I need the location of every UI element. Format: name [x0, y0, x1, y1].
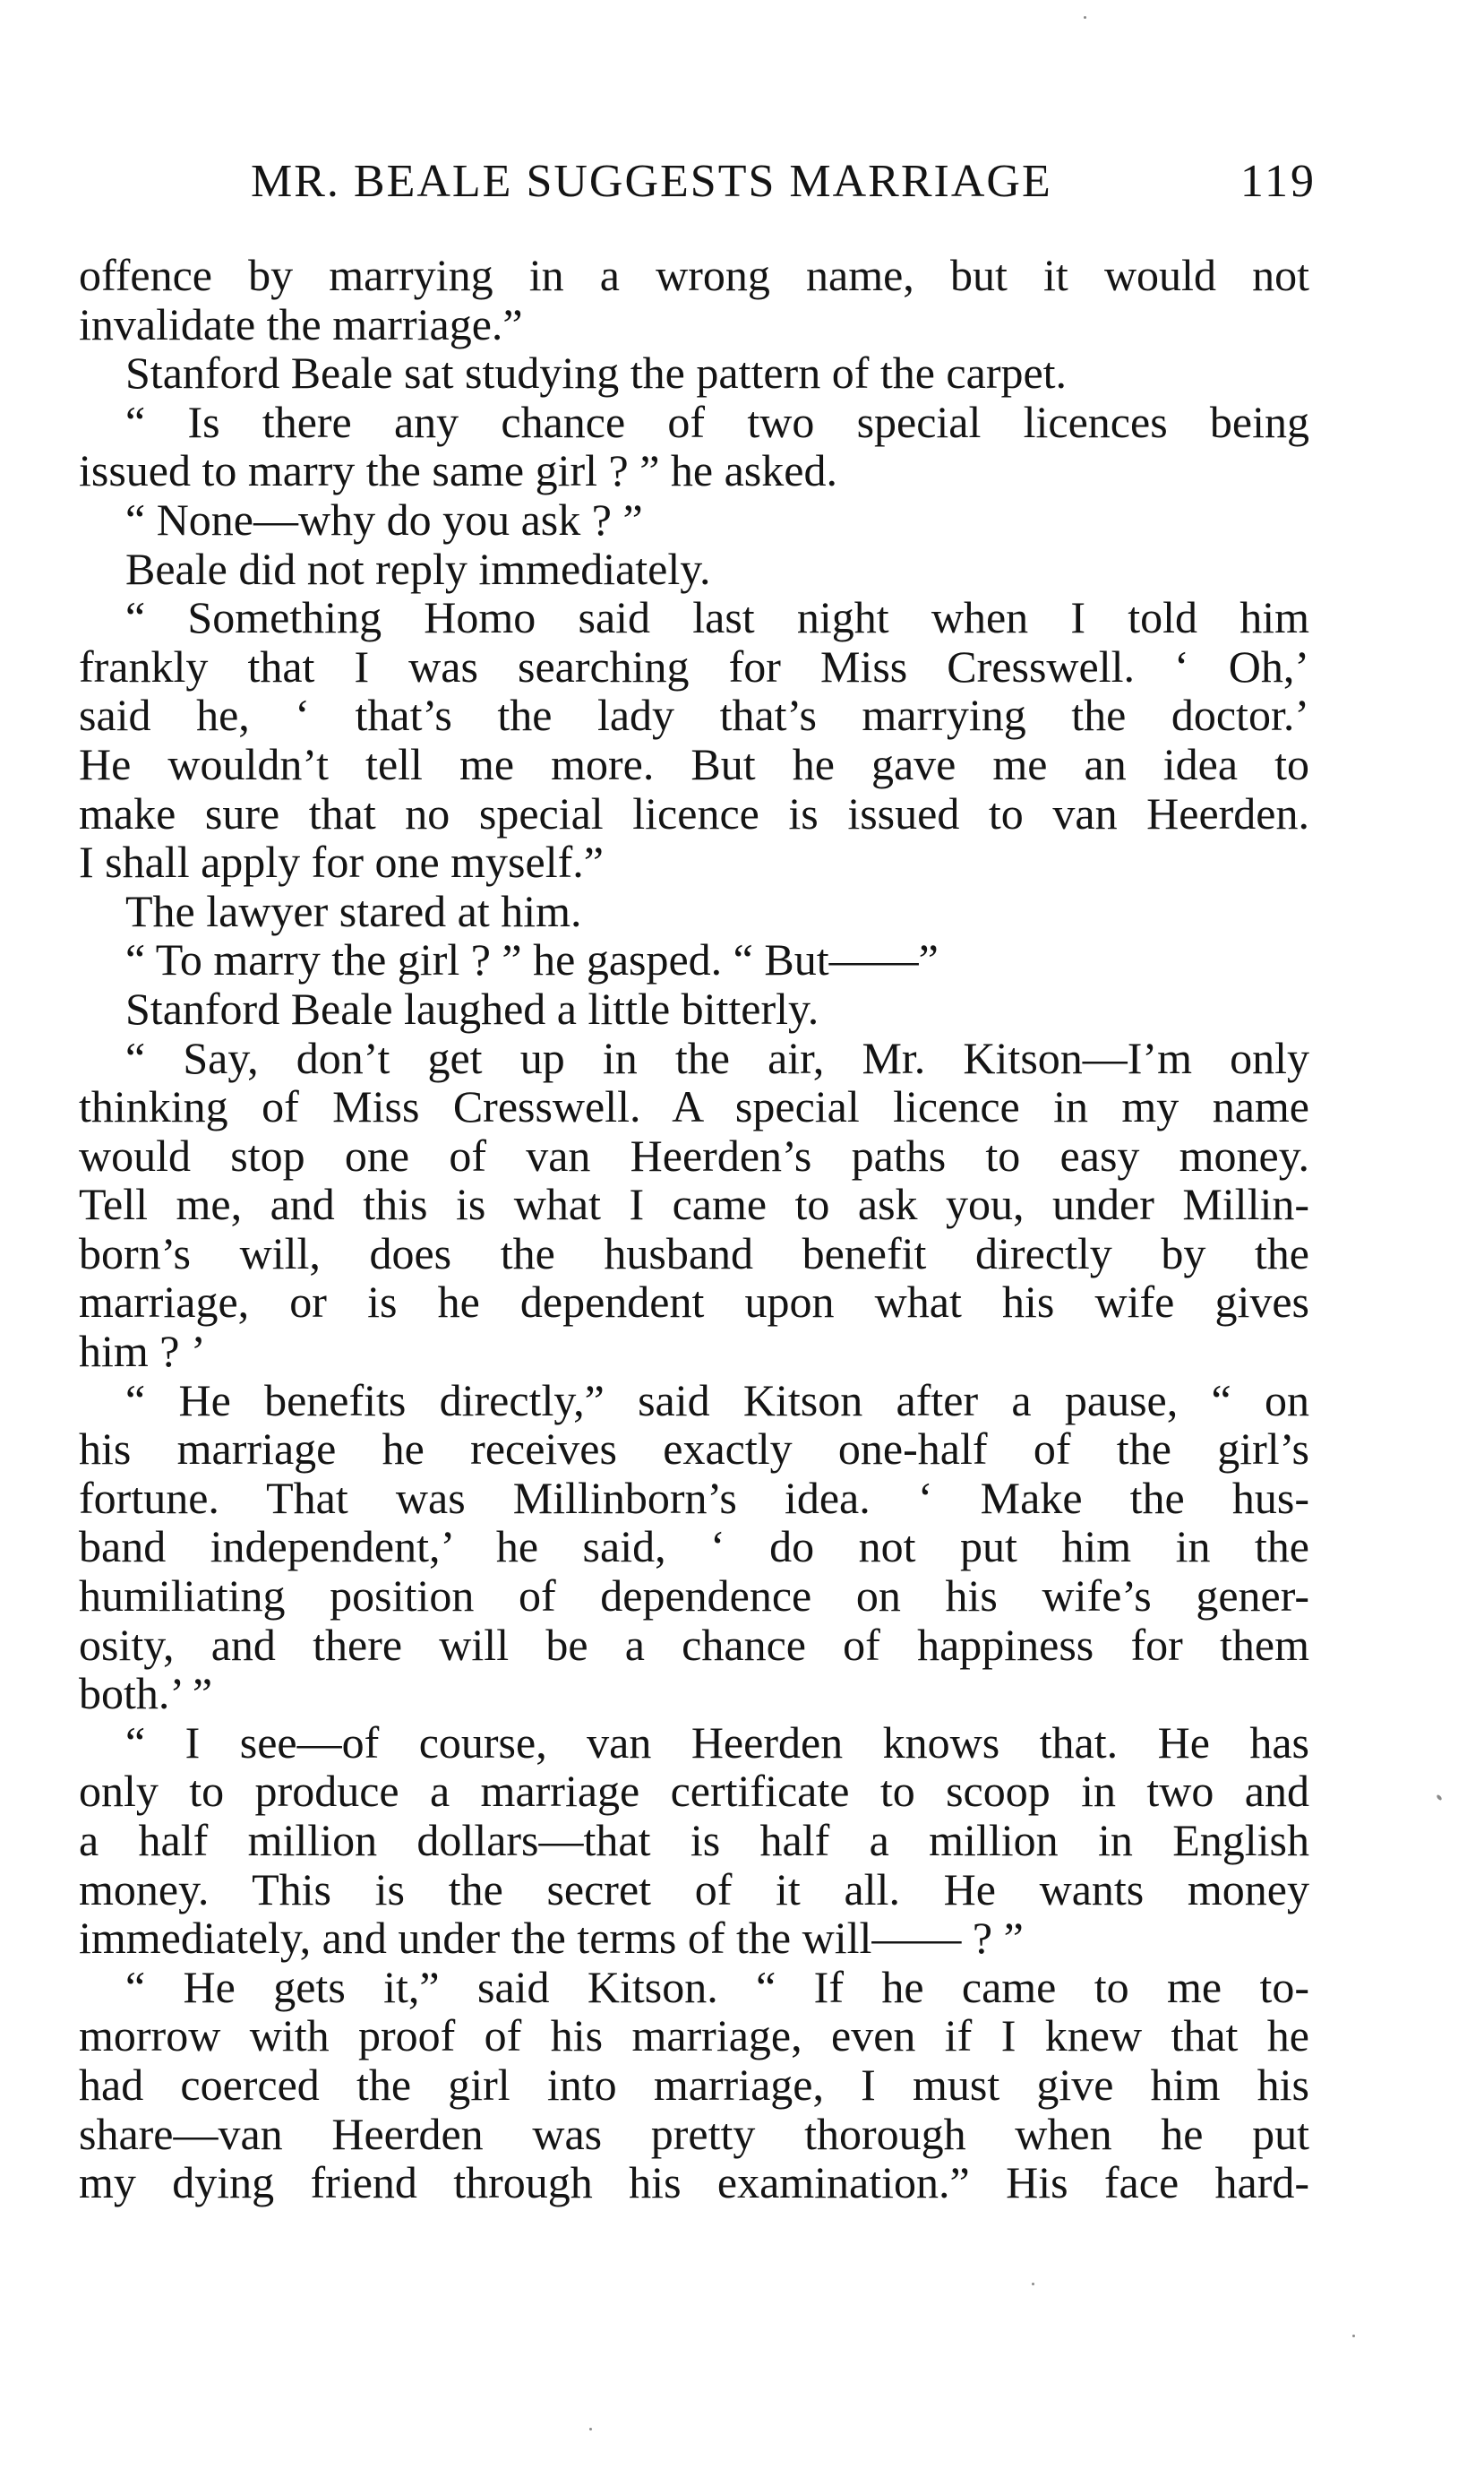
text-line: a half million dollars—that is half a million in English — [79, 1815, 1309, 1865]
text-line: “ Something Homo said last night when I told him — [125, 592, 1309, 643]
text-line: both.’ ” — [79, 1668, 213, 1719]
text-line: his marriage he receives exactly one-half of the girl’s — [79, 1424, 1309, 1475]
text-line: offence by marrying in a wrong name, but it would not — [79, 250, 1309, 300]
text-line: humiliating position of dependence on his wife’s gener- — [79, 1570, 1309, 1621]
text-line: The lawyer stared at him. — [125, 885, 582, 936]
text-line: him ? ’ — [79, 1326, 206, 1377]
text-line: make sure that no special licence is issued to van Heerden. — [79, 787, 1309, 839]
text-line: “ Say, don’t get up in the air, Mr. Kitson—I’m only — [125, 1032, 1309, 1083]
text-line: said he, ‘ that’s the lady that’s marrying the doctor.’ — [79, 690, 1309, 741]
text-line: I shall apply for one myself.” — [79, 837, 604, 888]
body-text — [79, 251, 1309, 2207]
text-line: Stanford Beale sat studying the pattern of the carpet. — [125, 348, 1068, 399]
text-line: invalidate the marriage.” — [79, 298, 523, 349]
running-head — [134, 151, 1317, 213]
text-line: Stanford Beale laughed a little bitterly. — [125, 983, 819, 1034]
text-line: Beale did not reply immediately. — [125, 543, 711, 594]
text-line: share—van Heerden was pretty thorough when he put — [79, 2108, 1309, 2159]
text-line: “ None—why do you ask ? ” — [125, 494, 643, 545]
page-number: 119 — [1240, 156, 1317, 207]
text-line: only to produce a marriage certificate to scoop in two and — [79, 1766, 1309, 1817]
text-line: my dying friend through his examination.” His face hard- — [79, 2157, 1309, 2208]
print-speck — [1436, 1794, 1443, 1802]
text-line: He wouldn’t tell me more. But he gave me an idea to — [79, 738, 1309, 789]
text-line: born’s will, does the husband benefit directly by the — [79, 1227, 1309, 1278]
text-line: fortune. That was Millinborn’s idea. ‘ Make the hus- — [79, 1472, 1309, 1523]
running-title: MR. BEALE SUGGESTS MARRIAGE — [251, 156, 1052, 207]
text-line: Tell me, and this is what I came to ask you, under Millin- — [79, 1179, 1309, 1230]
text-line: marriage, or is he dependent upon what his wife gives — [79, 1277, 1309, 1328]
text-line: thinking of Miss Cresswell. A special licence in my name — [79, 1081, 1309, 1132]
text-line: “ I see—of course, van Heerden knows that. He has — [125, 1716, 1309, 1768]
text-line: osity, and there will be a chance of happiness for them — [79, 1619, 1309, 1670]
text-line: money. This is the secret of it all. He wants money — [79, 1863, 1309, 1914]
print-speck — [1084, 16, 1086, 19]
text-line: issued to marry the same girl ? ” he asked. — [79, 445, 837, 496]
text-line: frankly that I was searching for Miss Cresswell. ‘ Oh,’ — [79, 641, 1309, 692]
print-speck — [1032, 2283, 1034, 2285]
text-line: band independent,’ he said, ‘ do not put him in the — [79, 1521, 1309, 1572]
text-line: “ He gets it,” said Kitson. “ If he came to me to- — [125, 1961, 1309, 2012]
text-line: “ Is there any chance of two special licences being — [125, 396, 1309, 447]
text-line: “ He benefits directly,” said Kitson after a pause, “ on — [125, 1374, 1309, 1425]
text-line: immediately, and under the terms of the will—— ? ” — [79, 1913, 1024, 1964]
print-speck — [589, 2428, 592, 2430]
text-line: morrow with proof of his marriage, even if I knew that he — [79, 2010, 1309, 2061]
print-speck — [1352, 2335, 1355, 2337]
text-line: “ To marry the girl ? ” he gasped. “ But——” — [125, 934, 939, 985]
text-line: would stop one of van Heerden’s paths to easy money. — [79, 1130, 1309, 1181]
text-line: had coerced the girl into marriage, I must give him his — [79, 2059, 1309, 2110]
